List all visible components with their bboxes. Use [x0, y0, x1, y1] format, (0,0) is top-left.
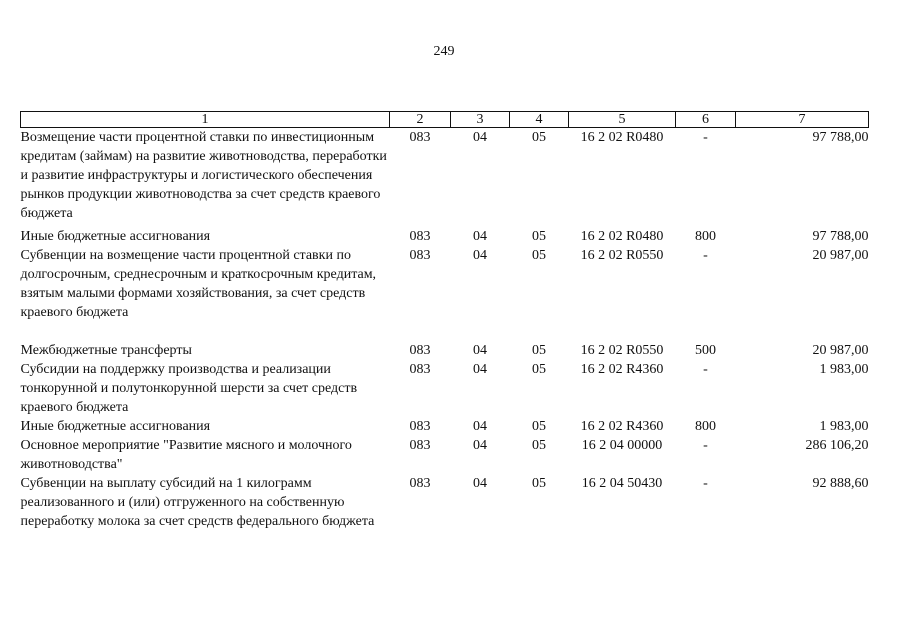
table-row: [21, 246, 869, 341]
target-article-code: 16 2 02 R4360: [580, 419, 664, 434]
amount: 20 987,00: [812, 343, 869, 358]
column-header-2: 2: [390, 112, 451, 128]
grbs-code: 083: [409, 229, 431, 244]
subsection-code: 05: [532, 362, 546, 377]
target-article-code: 16 2 02 R0550: [580, 248, 664, 263]
grbs-code: 083: [409, 248, 431, 263]
section-code: 04: [473, 248, 487, 263]
section-code: 04: [473, 419, 487, 434]
expense-name: Субвенции на выплату субсидий на 1 килограмм реализованного и (или) отгруженного на собственную переработку молока за счет средств федерального бюджета: [20, 476, 375, 529]
column-header-3: 3: [451, 112, 510, 128]
amount: 1 983,00: [819, 419, 869, 434]
expense-type-code: -: [703, 362, 708, 377]
target-article-code: 16 2 04 00000: [581, 438, 663, 453]
section-code: 04: [473, 229, 487, 244]
amount: 20 987,00: [812, 248, 869, 263]
page-number: 249: [433, 44, 455, 59]
grbs-code: 083: [409, 438, 431, 453]
grbs-code: 083: [409, 130, 431, 145]
table-row: [21, 227, 869, 246]
target-article-code: 16 2 02 R0550: [580, 343, 664, 358]
expense-type-code: 800: [695, 229, 716, 244]
grbs-code: 083: [409, 419, 431, 434]
table-row: [21, 128, 869, 228]
column-header-6: 6: [676, 112, 736, 128]
amount: 1 983,00: [819, 362, 869, 377]
expense-type-code: -: [703, 130, 708, 145]
budget-table: [20, 111, 869, 531]
grbs-code: 083: [409, 343, 431, 358]
expense-name: Субсидии на поддержку производства и реализации тонкорунной и полутонкорунной шерсти за счет средств краевого бюджета: [20, 362, 358, 415]
section-code: 04: [473, 130, 487, 145]
column-header-4: 4: [510, 112, 569, 128]
header-row: [21, 112, 869, 128]
section-code: 04: [473, 343, 487, 358]
column-header-5: 5: [569, 112, 676, 128]
expense-type-code: -: [703, 248, 708, 263]
target-article-code: 16 2 02 R0480: [580, 130, 664, 145]
expense-type-code: -: [703, 476, 708, 491]
expense-name: Иные бюджетные ассигнования: [20, 419, 211, 434]
grbs-code: 083: [409, 476, 431, 491]
expense-name: Основное мероприятие "Развитие мясного и молочного животноводства": [20, 438, 352, 472]
subsection-code: 05: [532, 130, 546, 145]
target-article-code: 16 2 02 R4360: [580, 362, 664, 377]
expense-type-code: 800: [695, 419, 716, 434]
expense-name: Возмещение части процентной ставки по инвестиционным кредитам (займам) на развитие животноводства, переработки и развитие инфраструктуры и логистического обеспечения рынков продукции животноводства за счет средств краевого бюджета: [20, 130, 387, 221]
column-header-7: 7: [736, 112, 869, 128]
table-row: [21, 360, 869, 417]
amount: 97 788,00: [812, 130, 869, 145]
subsection-code: 05: [532, 419, 546, 434]
table-row: [21, 417, 869, 436]
subsection-code: 05: [532, 438, 546, 453]
expense-type-code: 500: [695, 343, 716, 358]
table-row: [21, 474, 869, 531]
subsection-code: 05: [532, 343, 546, 358]
target-article-code: 16 2 04 50430: [581, 476, 663, 491]
expense-name: Субвенции на возмещение части процентной ставки по долгосрочным, среднесрочным и краткосрочным кредитам, взятым малыми формами хозяйствования, за счет средств краевого бюджета: [20, 248, 377, 320]
section-code: 04: [473, 476, 487, 491]
section-code: 04: [473, 438, 487, 453]
expense-name: Межбюджетные трансферты: [20, 343, 192, 358]
target-article-code: 16 2 02 R0480: [580, 229, 664, 244]
section-code: 04: [473, 362, 487, 377]
amount: 286 106,20: [805, 438, 869, 453]
grbs-code: 083: [409, 362, 431, 377]
table-row: [21, 341, 869, 360]
subsection-code: 05: [532, 476, 546, 491]
expense-type-code: -: [703, 438, 708, 453]
table-row: [21, 436, 869, 474]
subsection-code: 05: [532, 229, 546, 244]
amount: 97 788,00: [812, 229, 869, 244]
subsection-code: 05: [532, 248, 546, 263]
column-header-1: 1: [21, 112, 390, 128]
expense-name: Иные бюджетные ассигнования: [20, 229, 211, 244]
amount: 92 888,60: [812, 476, 869, 491]
